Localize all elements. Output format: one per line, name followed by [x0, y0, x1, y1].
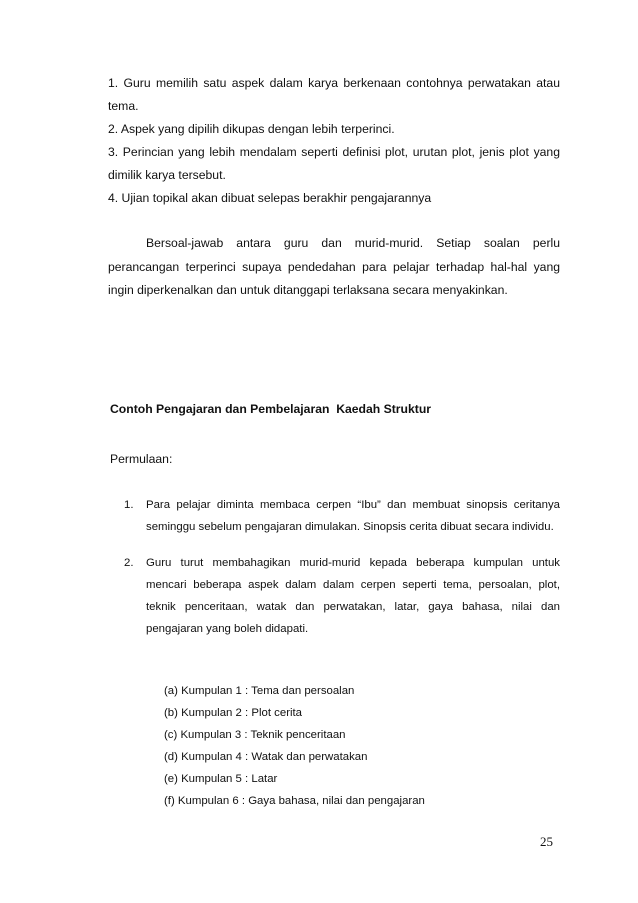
list-item-number: 1.	[124, 499, 134, 511]
list-item	[124, 494, 560, 538]
group-item-e: (e) Kumpulan 5 : Latar	[164, 773, 278, 785]
page-number: 25	[540, 834, 553, 849]
list-item-text: Para pelajar diminta membaca cerpen “Ibu” dan membuat sinopsis ceritanya seminggu sebelum pengajaran dimulakan. Sinopsis cerita dibuat secara individu.	[146, 499, 560, 533]
numbered-list	[124, 494, 560, 654]
step-item-1: 1. Guru memilih satu aspek dalam karya berkenaan contohnya perwatakan atau tema.	[108, 76, 560, 113]
group-item-c: (c) Kumpulan 3 : Teknik penceritaan	[164, 729, 346, 741]
step-item-2: 2. Aspek yang dipilih dikupas dengan lebih terperinci.	[108, 122, 395, 136]
section-subheading: Permulaan:	[110, 452, 173, 466]
group-item-f: (f) Kumpulan 6 : Gaya bahasa, nilai dan pengajaran	[164, 795, 425, 807]
body-paragraph: Bersoal-jawab antara guru dan murid-murid. Setiap soalan perlu perancangan terperinci supaya pendedahan para pelajar terhadap hal-hal yang ingin diperkenalkan dan untuk ditanggapi terlaksana secara menyakinkan.	[108, 236, 560, 297]
top-steps-list	[108, 72, 560, 210]
list-item-number: 2.	[124, 557, 134, 569]
step-item-3: 3. Perincian yang lebih mendalam seperti definisi plot, urutan plot, jenis plot yang dimilik karya tersebut.	[108, 145, 560, 182]
group-item-b: (b) Kumpulan 2 : Plot cerita	[164, 707, 303, 719]
list-item-text: Guru turut membahagikan murid-murid kepada beberapa kumpulan untuk mencari beberapa aspek dalam dalam cerpen seperti tema, persoalan, plot, teknik penceritaan, watak dan perwatakan, latar, gaya bahasa, nilai dan pengajaran yang boleh didapati.	[146, 557, 560, 635]
step-item-4: 4. Ujian topikal akan dibuat selepas berakhir pengajarannya	[108, 191, 432, 205]
group-item-d: (d) Kumpulan 4 : Watak dan perwatakan	[164, 751, 368, 763]
group-item-a: (a) Kumpulan 1 : Tema dan persoalan	[164, 685, 355, 697]
group-list	[164, 680, 425, 812]
list-item	[124, 552, 560, 640]
section-heading: Contoh Pengajaran dan Pembelajaran Kaedah Struktur	[110, 402, 432, 416]
